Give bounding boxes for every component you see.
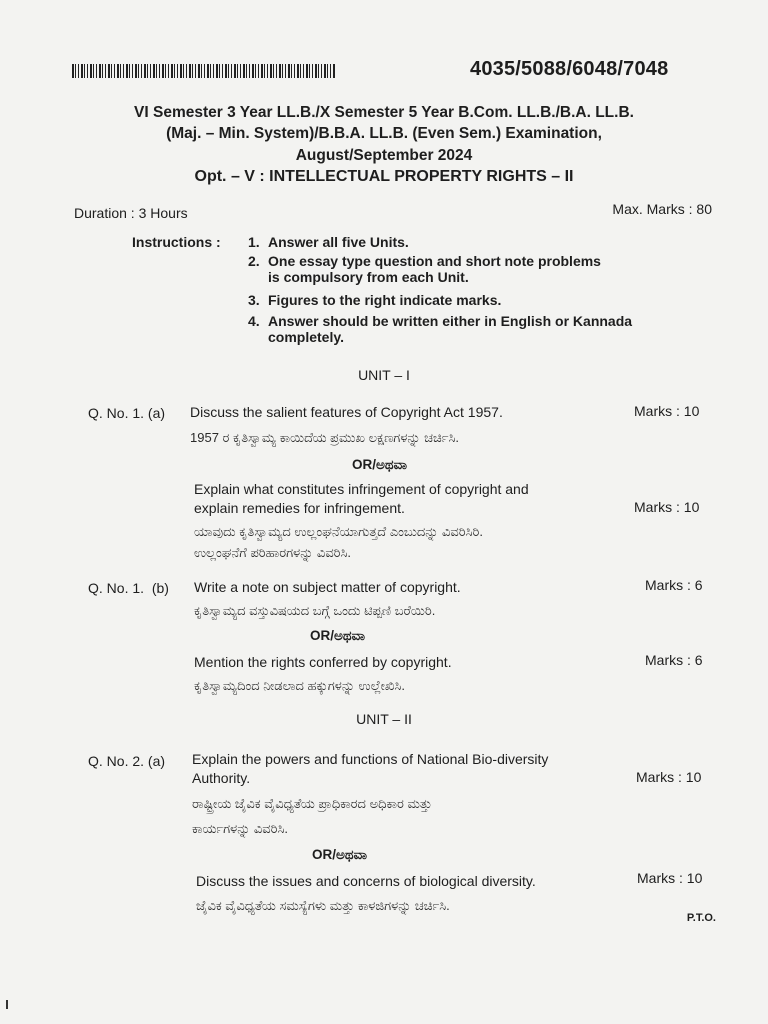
question-number: Q. No. 1. (b) — [88, 580, 169, 596]
question-kannada: ಜೈವಿಕ ವೈವಿಧ್ಯತೆಯ ಸಮಸ್ಯೆಗಳು ಮತ್ತು ಕಾಳಜಿಗಳನ್ನು ಚರ್ಚಿಸಿ. — [196, 898, 450, 913]
paper-code: 4035/5088/6048/7048 — [470, 58, 669, 80]
instructions-label: Instructions : — [132, 234, 221, 250]
question-kannada: ಕಾರ್ಯಗಳನ್ನು ವಿವರಿಸಿ. — [192, 821, 289, 836]
instruction-item: 3. Figures to the right indicate marks. — [248, 292, 502, 308]
or-separator: OR/ಅಥವಾ — [310, 628, 366, 643]
paper-title: Opt. – V : INTELLECTUAL PROPERTY RIGHTS – II — [194, 168, 574, 185]
instruction-item: 1. Answer all five Units. — [248, 234, 409, 250]
question-kannada: ಕೃತಿಸ್ವಾಮ್ಯದಿಂದ ನೀಡಲಾದ ಹಕ್ಕುಗಳನ್ನು ಉಲ್ಲೇಖಿಸಿ. — [194, 678, 405, 693]
instruction-item: 4. Answer should be written either in English or Kannada completely. — [248, 313, 633, 345]
marks: Marks : 10 — [636, 769, 702, 785]
header-line-1: VI Semester 3 Year LL.B./X Semester 5 Year B.Com. LL.B./B.A. LL.B. — [134, 104, 634, 121]
marks: Marks : 6 — [645, 577, 703, 593]
question-text: Mention the rights conferred by copyright. — [194, 654, 452, 670]
marks: Marks : 6 — [645, 652, 703, 668]
pto-note: P.T.O. — [686, 912, 716, 924]
header-line-3: August/September 2024 — [295, 147, 473, 164]
question-kannada: ರಾಷ್ಟ್ರೀಯ ಜೈವಿಕ ವೈವಿಧ್ಯತೆಯ ಪ್ರಾಧಿಕಾರದ ಅಧಿಕಾರ ಮತ್ತು — [192, 796, 432, 811]
question-number: Q. No. 1. (a) — [88, 405, 166, 421]
scan-edge-mark — [6, 1000, 8, 1009]
instruction-item: 2. One essay type question and short note problems is compulsory from each Unit. — [248, 253, 601, 285]
question-kannada: ಕೃತಿಸ್ವಾಮ್ಯದ ವಸ್ತುವಿಷಯದ ಬಗ್ಗೆ ಒಂದು ಟಿಪ್ಪಣಿ ಬರೆಯಿರಿ. — [194, 603, 436, 618]
duration: Duration : 3 Hours — [74, 205, 188, 221]
header-line-2: (Maj. – Min. System)/B.B.A. LL.B. (Even Sem.) Examination, — [166, 125, 602, 142]
or-separator: OR/ಅಥವಾ — [352, 457, 408, 472]
unit-2-title: UNIT – II — [356, 711, 412, 727]
unit-1-title: UNIT – I — [358, 367, 410, 383]
marks: Marks : 10 — [637, 870, 703, 886]
question-text: Explain what constitutes infringement of copyright and explain remedies for infringement. — [194, 481, 529, 516]
question-number: Q. No. 2. (a) — [88, 753, 166, 769]
barcode — [72, 64, 336, 78]
marks: Marks : 10 — [634, 403, 700, 419]
marks: Marks : 10 — [634, 499, 700, 515]
question-kannada: ಯಾವುದು ಕೃತಿಸ್ವಾಮ್ಯದ ಉಲ್ಲಂಘನೆಯಾಗುತ್ತದೆ ಎಂಬುದನ್ನು ವಿವರಿಸಿರಿ. — [194, 524, 483, 539]
question-text: Write a note on subject matter of copyright. — [194, 579, 461, 595]
question-text: Discuss the salient features of Copyright Act 1957. — [190, 404, 503, 420]
question-kannada: 1957 ರ ಕೃತಿಸ್ವಾಮ್ಯ ಕಾಯಿದೆಯ ಪ್ರಮುಖ ಲಕ್ಷಣಗಳನ್ನು ಚರ್ಚಿಸಿ. — [190, 430, 459, 445]
question-kannada: ಉಲ್ಲಂಘನೆಗೆ ಪರಿಹಾರಗಳನ್ನು ವಿವರಿಸಿ. — [194, 545, 352, 560]
question-text: Explain the powers and functions of National Bio-diversity Authority. — [192, 751, 549, 786]
question-text: Discuss the issues and concerns of biological diversity. — [196, 873, 536, 889]
max-marks: Max. Marks : 80 — [612, 201, 712, 217]
or-separator: OR/ಅಥವಾ — [312, 847, 368, 862]
